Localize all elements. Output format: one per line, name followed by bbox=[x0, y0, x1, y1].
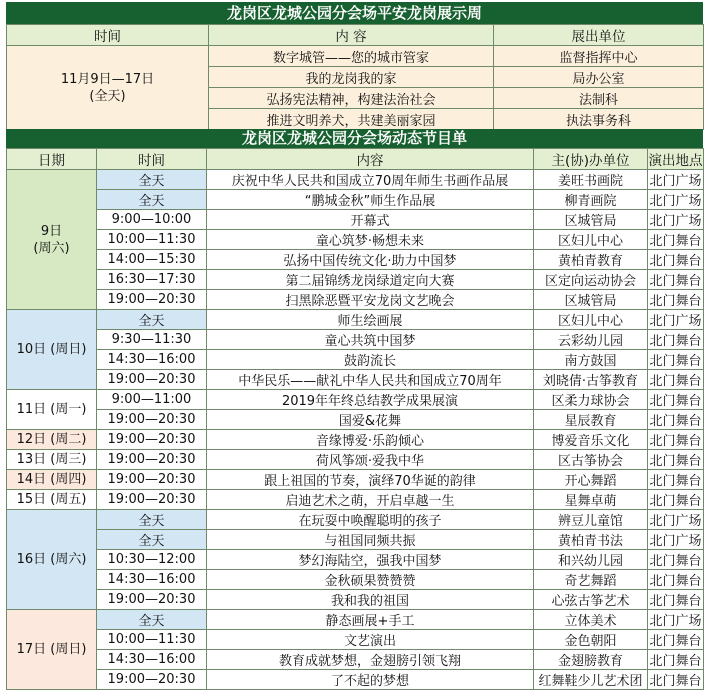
venue-cell: 北门舞台 bbox=[648, 650, 704, 670]
venue-cell: 北门广场 bbox=[648, 310, 704, 330]
venue-cell: 北门舞台 bbox=[648, 630, 704, 650]
organizer-cell: 和兴幼儿园 bbox=[534, 550, 648, 570]
time-cell: 19:00—20:30 bbox=[97, 590, 207, 610]
organizer-cell: 区古筝协会 bbox=[534, 450, 648, 470]
venue-cell: 北门舞台 bbox=[648, 450, 704, 470]
program-row bbox=[7, 230, 704, 250]
organizer-cell: 金色朝阳 bbox=[534, 630, 648, 650]
time-cell: 14:30—16:00 bbox=[97, 570, 207, 590]
time-cell: 9:00—10:00 bbox=[97, 210, 207, 230]
venue-cell: 北门舞台 bbox=[648, 410, 704, 430]
time-cell: 10:00—11:30 bbox=[97, 230, 207, 250]
venue-cell: 北门广场 bbox=[648, 610, 704, 630]
date-cell bbox=[7, 310, 97, 390]
organizer-cell: 云彩幼儿园 bbox=[534, 330, 648, 350]
program-row bbox=[7, 550, 704, 570]
content-cell: “鹏城金秋”师生作品展 bbox=[207, 190, 534, 210]
exhibit-unit: 法制科 bbox=[494, 88, 704, 109]
content-cell: 了不起的梦想 bbox=[207, 670, 534, 690]
time-cell: 14:30—16:00 bbox=[97, 350, 207, 370]
content-cell: 鼓韵流长 bbox=[207, 350, 534, 370]
date-label: 11日 (周一) bbox=[16, 402, 87, 417]
organizer-cell: 星舞卓萌 bbox=[534, 490, 648, 510]
program-header-content: 内容 bbox=[207, 149, 534, 170]
content-cell: 教育成就梦想，金翅膀引领飞翔 bbox=[207, 650, 534, 670]
venue-cell: 北门舞台 bbox=[648, 670, 704, 690]
time-cell: 19:00—20:30 bbox=[97, 290, 207, 310]
program-row bbox=[7, 330, 704, 350]
organizer-cell: 奇艺舞蹈 bbox=[534, 570, 648, 590]
content-cell: 弘扬中国传统文化·助力中国梦 bbox=[207, 250, 534, 270]
program-row bbox=[7, 310, 704, 330]
organizer-cell: 立体美术 bbox=[534, 610, 648, 630]
organizer-cell: 区柔力球协会 bbox=[534, 390, 648, 410]
program-row bbox=[7, 450, 704, 470]
venue-cell: 北门舞台 bbox=[648, 330, 704, 350]
venue-cell: 北门舞台 bbox=[648, 230, 704, 250]
program-row bbox=[7, 210, 704, 230]
time-cell: 10:00—11:30 bbox=[97, 630, 207, 650]
program-row bbox=[7, 630, 704, 650]
venue-cell: 北门舞台 bbox=[648, 390, 704, 410]
exhibit-unit: 执法事务科 bbox=[494, 109, 704, 130]
program-table bbox=[6, 148, 704, 690]
content-cell: 第二届锦绣龙岗绿道定向大赛 bbox=[207, 270, 534, 290]
organizer-cell: 柳青画院 bbox=[534, 190, 648, 210]
content-cell: 中华民乐——献礼中华人民共和国成立70周年 bbox=[207, 370, 534, 390]
time-cell: 全天 bbox=[97, 510, 207, 530]
time-cell: 全天 bbox=[97, 170, 207, 190]
exhibit-content: 我的龙岗我的家 bbox=[209, 67, 494, 88]
organizer-cell: 姜旺书画院 bbox=[534, 170, 648, 190]
program-row bbox=[7, 570, 704, 590]
organizer-cell: 南方鼓国 bbox=[534, 350, 648, 370]
exhibit-content: 数字城管——您的城市管家 bbox=[209, 46, 494, 67]
date-cell bbox=[7, 450, 97, 470]
venue-cell: 北门舞台 bbox=[648, 350, 704, 370]
content-cell: 金秋硕果赞赞赞 bbox=[207, 570, 534, 590]
venue-cell: 北门广场 bbox=[648, 170, 704, 190]
venue-cell: 北门舞台 bbox=[648, 550, 704, 570]
venue-cell: 北门舞台 bbox=[648, 270, 704, 290]
program-row bbox=[7, 410, 704, 430]
content-cell: 梦幻海陆空，强我中国梦 bbox=[207, 550, 534, 570]
venue-cell: 北门舞台 bbox=[648, 290, 704, 310]
organizer-cell: 心弦古筝艺术 bbox=[534, 590, 648, 610]
content-cell: 与祖国同频共振 bbox=[207, 530, 534, 550]
time-cell: 19:00—20:30 bbox=[97, 430, 207, 450]
program-row bbox=[7, 390, 704, 410]
organizer-cell: 黄柏青教育 bbox=[534, 250, 648, 270]
exhibit-unit: 监督指挥中心 bbox=[494, 46, 704, 67]
exhibit-title: 龙岗区龙城公园分会场平安龙岗展示周 bbox=[6, 2, 703, 24]
time-cell: 14:30—16:00 bbox=[97, 650, 207, 670]
exhibit-content: 推进文明养犬，共建美丽家园 bbox=[209, 109, 494, 130]
organizer-cell: 金翅膀教育 bbox=[534, 650, 648, 670]
organizer-cell: 区妇儿中心 bbox=[534, 310, 648, 330]
venue-cell: 北门广场 bbox=[648, 190, 704, 210]
time-cell: 19:00—20:30 bbox=[97, 470, 207, 490]
content-cell: 师生绘画展 bbox=[207, 310, 534, 330]
content-cell: 静态画展+手工 bbox=[207, 610, 534, 630]
venue-cell: 北门广场 bbox=[648, 510, 704, 530]
organizer-cell: 红舞鞋少儿艺术团 bbox=[534, 670, 648, 690]
content-cell: 开幕式 bbox=[207, 210, 534, 230]
organizer-cell: 刘晓倩·古筝教育 bbox=[534, 370, 648, 390]
time-cell: 全天 bbox=[97, 530, 207, 550]
program-row bbox=[7, 490, 704, 510]
time-cell: 9:30—11:30 bbox=[97, 330, 207, 350]
exhibit-header-time: 时间 bbox=[7, 25, 209, 46]
exhibit-time-cell bbox=[7, 46, 209, 130]
program-row bbox=[7, 530, 704, 550]
content-cell: 启迪艺术之萌，开启卓越一生 bbox=[207, 490, 534, 510]
program-row bbox=[7, 610, 704, 630]
content-cell: 童心筑梦·畅想未来 bbox=[207, 230, 534, 250]
date-cell bbox=[7, 490, 97, 510]
date-cell bbox=[7, 610, 97, 690]
date-cell bbox=[7, 510, 97, 610]
program-header-organizer: 主(协)办单位 bbox=[534, 149, 648, 170]
organizer-cell: 辨豆儿童馆 bbox=[534, 510, 648, 530]
date-label: 10日 (周日) bbox=[16, 342, 87, 357]
time-cell: 19:00—20:30 bbox=[97, 490, 207, 510]
program-row bbox=[7, 370, 704, 390]
exhibit-content: 弘扬宪法精神，构建法治社会 bbox=[209, 88, 494, 109]
organizer-cell: 区城管局 bbox=[534, 210, 648, 230]
time-cell: 全天 bbox=[97, 310, 207, 330]
date-label: 17日 (周日) bbox=[16, 642, 87, 657]
program-row bbox=[7, 190, 704, 210]
exhibit-header-row bbox=[7, 25, 704, 46]
date-label: 14日 (周四) bbox=[16, 472, 87, 487]
program-header-venue: 演出地点 bbox=[648, 149, 704, 170]
program-row bbox=[7, 650, 704, 670]
content-cell: 荷风筝颂·爱我中华 bbox=[207, 450, 534, 470]
exhibit-time-note: (全天) bbox=[89, 88, 126, 104]
exhibit-table bbox=[6, 24, 704, 130]
time-cell: 19:00—20:30 bbox=[97, 370, 207, 390]
content-cell: 在玩耍中唤醒聪明的孩子 bbox=[207, 510, 534, 530]
organizer-cell: 区妇儿中心 bbox=[534, 230, 648, 250]
program-row bbox=[7, 430, 704, 450]
venue-cell: 北门舞台 bbox=[648, 470, 704, 490]
venue-cell: 北门广场 bbox=[648, 530, 704, 550]
time-cell: 9:00—11:00 bbox=[97, 390, 207, 410]
program-row bbox=[7, 350, 704, 370]
program-header-row bbox=[7, 149, 704, 170]
content-cell: 2019年年终总结教学成果展演 bbox=[207, 390, 534, 410]
venue-cell: 北门舞台 bbox=[648, 430, 704, 450]
program-row bbox=[7, 590, 704, 610]
exhibit-header-unit: 展出单位 bbox=[494, 25, 704, 46]
exhibit-time-range: 11月9日—17日 bbox=[60, 71, 155, 87]
organizer-cell: 星辰教育 bbox=[534, 410, 648, 430]
date-label: 15日 (周五) bbox=[16, 492, 87, 507]
date-label: 9日 bbox=[40, 223, 63, 239]
venue-cell: 北门舞台 bbox=[648, 490, 704, 510]
time-cell: 14:00—15:30 bbox=[97, 250, 207, 270]
exhibit-header-content: 内 容 bbox=[209, 25, 494, 46]
time-cell: 全天 bbox=[97, 190, 207, 210]
venue-cell: 北门舞台 bbox=[648, 590, 704, 610]
content-cell: 国爱&花舞 bbox=[207, 410, 534, 430]
exhibit-unit: 局办公室 bbox=[494, 67, 704, 88]
time-cell: 全天 bbox=[97, 610, 207, 630]
organizer-cell: 区城管局 bbox=[534, 290, 648, 310]
program-row bbox=[7, 470, 704, 490]
date-cell bbox=[7, 390, 97, 430]
date-label: (周六) bbox=[33, 240, 70, 256]
organizer-cell: 博爱音乐文化 bbox=[534, 430, 648, 450]
venue-cell: 北门舞台 bbox=[648, 370, 704, 390]
date-label: 12日 (周二) bbox=[16, 432, 87, 447]
content-cell: 文艺演出 bbox=[207, 630, 534, 650]
venue-cell: 北门舞台 bbox=[648, 570, 704, 590]
date-cell bbox=[7, 430, 97, 450]
program-row bbox=[7, 250, 704, 270]
program-row bbox=[7, 290, 704, 310]
program-header-date: 日期 bbox=[7, 149, 97, 170]
content-cell: 我和我的祖国 bbox=[207, 590, 534, 610]
date-label: 13日 (周三) bbox=[16, 452, 87, 467]
organizer-cell: 开心舞蹈 bbox=[534, 470, 648, 490]
program-row bbox=[7, 270, 704, 290]
exhibit-row bbox=[7, 46, 704, 67]
time-cell: 10:30—12:00 bbox=[97, 550, 207, 570]
program-row bbox=[7, 170, 704, 190]
time-cell: 19:00—20:30 bbox=[97, 670, 207, 690]
program-title: 龙岗区龙城公园分会场动态节目单 bbox=[6, 129, 703, 148]
content-cell: 跟上祖国的节奏，演绎70华诞的韵律 bbox=[207, 470, 534, 490]
content-cell: 童心共筑中国梦 bbox=[207, 330, 534, 350]
date-cell bbox=[7, 470, 97, 490]
content-cell: 音缘博爱·乐韵倾心 bbox=[207, 430, 534, 450]
venue-cell: 北门广场 bbox=[648, 210, 704, 230]
date-cell bbox=[7, 170, 97, 310]
content-cell: 扫黑除恶暨平安龙岗文艺晚会 bbox=[207, 290, 534, 310]
organizer-cell: 区定向运动协会 bbox=[534, 270, 648, 290]
program-header-time: 时间 bbox=[97, 149, 207, 170]
organizer-cell: 黄柏青书法 bbox=[534, 530, 648, 550]
time-cell: 19:00—20:30 bbox=[97, 410, 207, 430]
date-label: 16日 (周六) bbox=[16, 552, 87, 567]
time-cell: 16:30—17:30 bbox=[97, 270, 207, 290]
time-cell: 19:00—20:30 bbox=[97, 450, 207, 470]
program-row bbox=[7, 510, 704, 530]
venue-cell: 北门舞台 bbox=[648, 250, 704, 270]
content-cell: 庆祝中华人民共和国成立70周年师生书画作品展 bbox=[207, 170, 534, 190]
